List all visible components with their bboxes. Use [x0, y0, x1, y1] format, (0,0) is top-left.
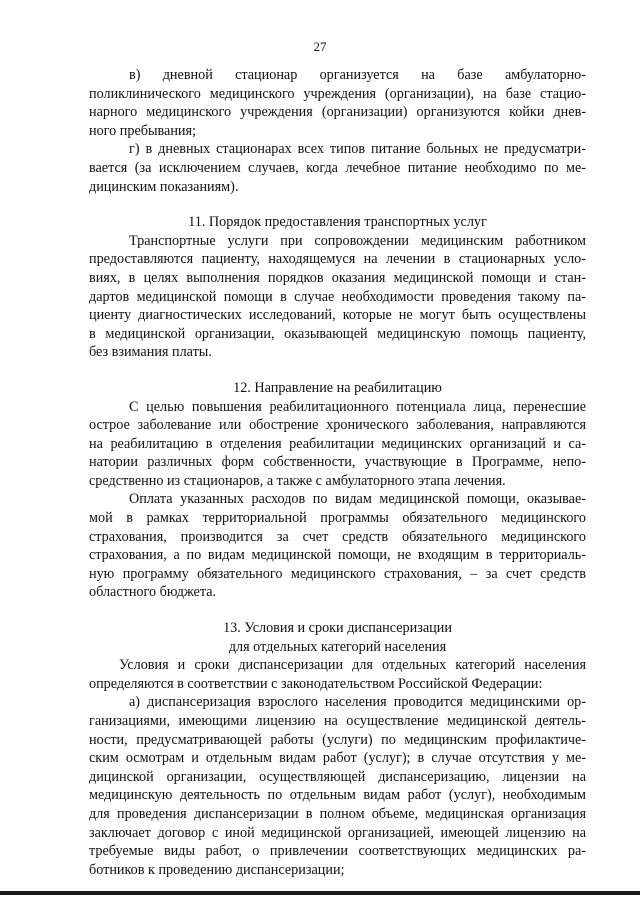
text-line: предоставляются пациенту, находящемуся на лечении в стационарных усло- [89, 251, 586, 268]
text-line: дицинским показаниям). [89, 178, 239, 195]
section-heading-11: 11. Порядок предоставления транспортных услуг [188, 214, 487, 231]
section-heading-12: 12. Направление на реабилитацию [233, 379, 442, 396]
text-line: дицинской организации, осуществляющей диспансеризацию, лицензии на [89, 768, 586, 785]
text-line: дартов медицинской помощи в случае необходимости проведения такому па- [89, 288, 586, 305]
document-body [89, 66, 586, 879]
paragraph-v [89, 66, 586, 140]
text-line: Оплата указанных расходов по видам медицинской помощи, оказывае- [129, 491, 586, 508]
text-line: ганизациями, имеющими лицензию на осуществление медицинской деятель- [89, 713, 586, 729]
text-line: Условия и сроки диспансеризации для отдельных категорий населения [119, 657, 586, 674]
text-line: острое заболевание или обострение хронического заболевания, направляются [89, 417, 586, 434]
section-heading-13: 13. Условия и сроки диспансеризации [223, 620, 452, 637]
paragraph-payment [89, 490, 586, 602]
text-line: ного пребывания; [89, 122, 196, 139]
text-line: в медицинской организации, оказывающей медицинскую помощь пациенту, [89, 325, 586, 342]
text-line: страхования, производится за счет средств обязательного медицинского [89, 528, 586, 545]
text-line: средственно из стационаров, а также с амбулаторного этапа лечения. [89, 472, 506, 489]
text-line: нарного медицинского учреждения (организации) организуются койки днев- [89, 104, 586, 121]
paragraph-transport [89, 232, 586, 362]
text-line: а) диспансеризация взрослого населения проводится медицинскими ор- [129, 694, 586, 711]
text-line: определяются в соответствии с законодательством Российской Федерации: [89, 675, 543, 692]
text-line: на реабилитацию в отделения реабилитации медицинских организаций и са- [89, 435, 586, 452]
text-line: заключает договор с иной медицинской организацией, имеющей лицензию на [89, 824, 586, 841]
text-line: областного бюджета. [89, 584, 217, 601]
text-line: в) дневной стационар организуется на базе амбулаторно- [129, 67, 586, 83]
text-line: требуемые виды работ, о привлечении соответствующих медицинских ра- [89, 843, 586, 860]
text-line: медицинскую деятельность по отдельным видам работ (услуг), необходимым [89, 787, 586, 804]
text-line: страхования, а по видам медицинской помощи, не входящим в территориаль- [89, 547, 586, 564]
text-line: мой в рамках территориальной программы обязательного медицинского [89, 510, 586, 527]
text-line: для проведения диспансеризации в полном объеме, медицинская организация [89, 805, 586, 822]
text-line: ботников к проведению диспансеризации; [89, 861, 345, 878]
text-line: натории различных форм собственности, участвующие в Программе, непо- [89, 454, 586, 471]
section-heading-13-subtitle: для отдельных категорий населения [228, 638, 447, 655]
text-line: ную программу обязательного медицинского страхования, – за счет средств [89, 565, 586, 582]
paragraph-rehabilitation [89, 398, 586, 491]
text-line: ским осмотрам и отдельным видам работ (услуг); в случае отсутствия у ме- [89, 750, 586, 767]
text-line: вается (за исключением случаев, когда лечебное питание необходимо по ме- [89, 159, 586, 176]
paragraph-conditions [89, 656, 586, 693]
text-line: виях, в целях выполнения порядков оказания медицинской помощи и стан- [89, 269, 586, 286]
text-line: поликлинического медицинского учреждения (организации), на базе стацио- [89, 85, 586, 102]
text-line: ности, предусматривающей работы (услуги) по медицинским профилактиче- [89, 731, 586, 748]
text-line: Транспортные услуги при сопровождении медицинским работником [129, 232, 586, 249]
text-line: циенту диагностических исследований, которые не могут быть осуществлены [89, 307, 586, 324]
paragraph-g [89, 140, 586, 196]
text-line: без взимания платы. [89, 344, 212, 361]
text-line: г) в дневных стационарах всех типов питание больных не предусматри- [129, 141, 586, 158]
page-number: 27 [313, 39, 327, 54]
paragraph-a [89, 693, 586, 879]
page-bottom-border [0, 891, 640, 895]
text-line: С целью повышения реабилитационного потенциала лица, перенесшие [129, 398, 586, 415]
